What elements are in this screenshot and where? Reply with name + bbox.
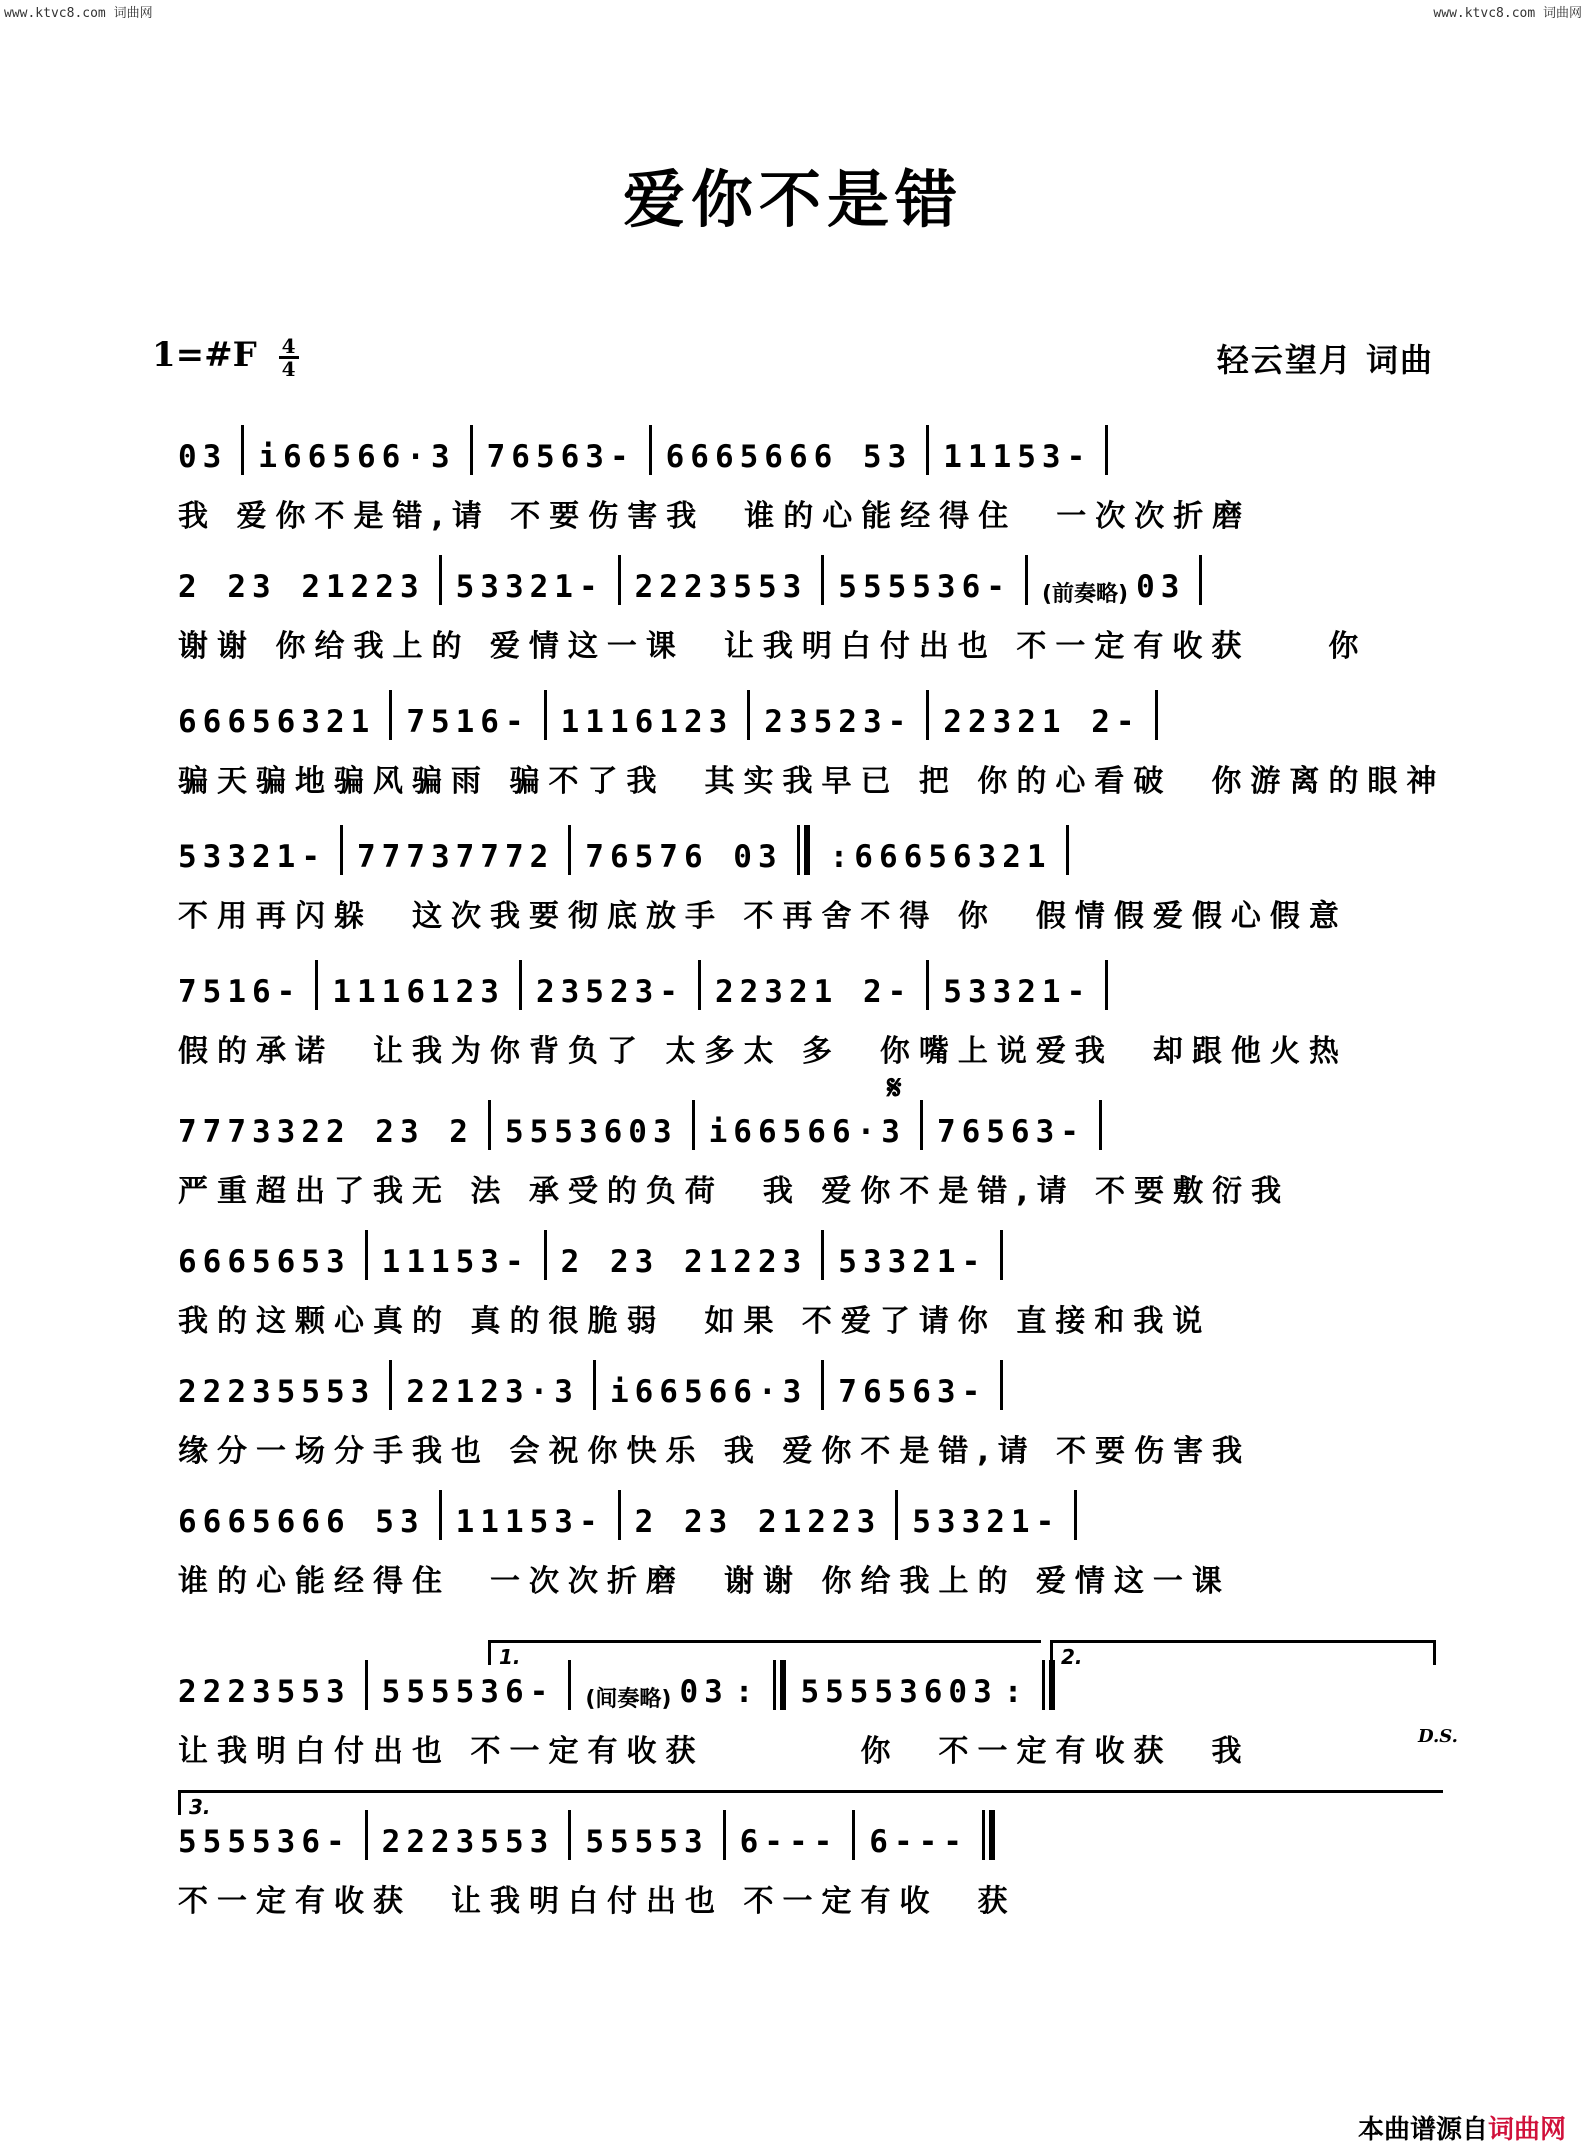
- measure: 76563-: [486, 439, 635, 475]
- barline: [241, 425, 244, 475]
- barline: [926, 960, 929, 1010]
- barline: [1066, 825, 1069, 875]
- measure: 66656321: [178, 704, 376, 740]
- barline: [1074, 1490, 1077, 1540]
- repeat-end-barline: [1042, 1660, 1055, 1710]
- barline: [389, 1360, 392, 1410]
- measure: 555536-: [838, 569, 1011, 605]
- barline: [1025, 555, 1028, 605]
- lyric-line: 让我明白付出也 不一定有收获 你 不一定有收获 我: [178, 1734, 1251, 1769]
- barline: [439, 1490, 442, 1540]
- notation-line: [178, 1490, 1440, 1552]
- measure: 55553603: [800, 1674, 998, 1710]
- measure: 53321-: [455, 569, 604, 605]
- measure: 53321-: [912, 1504, 1061, 1540]
- measure: 76576 03: [585, 839, 783, 875]
- notation-line: [178, 1100, 1440, 1162]
- measure: 53321-: [178, 839, 326, 875]
- notation-line: [178, 1360, 1440, 1422]
- barline: [519, 960, 522, 1010]
- measure: 1116123: [332, 974, 505, 1010]
- measure: 53321-: [943, 974, 1092, 1010]
- footer-site-link[interactable]: 词曲网: [1487, 2115, 1566, 2145]
- lyric-line: 谁的心能经得住 一次次折磨 谢谢 你给我上的 爱情这一课: [178, 1564, 1231, 1599]
- barline: [1105, 425, 1108, 475]
- measure: 11153-: [943, 439, 1092, 475]
- final-barline: [982, 1810, 995, 1860]
- volta-third-label: 3.: [189, 1795, 211, 1819]
- system-5: [178, 960, 1440, 1070]
- notation-line: [178, 1660, 1440, 1722]
- measure: 03: [679, 1674, 729, 1710]
- barline: [920, 1100, 923, 1150]
- system-11: [178, 1810, 1440, 1920]
- measure: 2 23 21223: [178, 569, 425, 605]
- system-10: [178, 1660, 1440, 1770]
- measure: 2223553: [381, 1824, 555, 1860]
- lyric-line: 假的承诺 让我为你背负了 太多太 多 你嘴上说爱我 却跟他火热: [178, 1034, 1348, 1069]
- barline: [821, 555, 824, 605]
- measure: 11153-: [455, 1504, 604, 1540]
- watermark-left: www.ktvc8.com 词曲网: [4, 6, 153, 21]
- measure: 77737772: [356, 839, 555, 875]
- barline: [649, 425, 652, 475]
- system-4: [178, 825, 1440, 935]
- song-title: 爱你不是错: [622, 163, 963, 236]
- repeat-end-barline: [773, 1660, 786, 1710]
- measure: 11153-: [381, 1244, 530, 1280]
- barline: [568, 1810, 571, 1860]
- barline: [747, 690, 750, 740]
- barline: [544, 690, 547, 740]
- barline: [692, 1100, 695, 1150]
- measure: 66656321: [854, 839, 1052, 875]
- system-7: [178, 1230, 1440, 1340]
- measure: 7516-: [406, 704, 530, 740]
- system-2: [178, 555, 1440, 665]
- lyric-line: 严重超出了我无 法 承受的负荷 我 爱你不是错,请 不要敷衍我: [178, 1174, 1291, 1209]
- notation-line: [178, 555, 1440, 617]
- lyric-line: 我 爱你不是错,请 不要伤害我 谁的心能经得住 一次次折磨: [178, 499, 1252, 534]
- barline: [895, 1490, 898, 1540]
- barline: [1155, 690, 1158, 740]
- notation-line: [178, 960, 1440, 1022]
- barline: [315, 960, 318, 1010]
- intro-omitted-tag: (前奏略): [1041, 582, 1129, 607]
- time-top: 4: [279, 336, 299, 359]
- measure: 1116123: [560, 704, 734, 740]
- barline: [821, 1230, 824, 1280]
- measure: 22321 2-: [714, 974, 913, 1010]
- footer-prefix: 本曲谱源自: [1357, 2115, 1488, 2145]
- barline: [488, 1100, 491, 1150]
- measure: 23523-: [764, 704, 913, 740]
- barline: [698, 960, 701, 1010]
- measure: 55553: [585, 1824, 709, 1860]
- lyric-line: 不一定有收获 让我明白付出也 不一定有收 获: [178, 1884, 1017, 1919]
- segno-sign: 𝄋: [887, 1068, 902, 1108]
- barline: [593, 1360, 596, 1410]
- measure: 2 23 21223: [560, 1244, 808, 1280]
- measure: 22123·3: [406, 1374, 579, 1410]
- key-signature: [152, 335, 299, 379]
- key-label: 1=#F: [152, 335, 257, 375]
- barline: [1199, 555, 1202, 605]
- system-8: [178, 1360, 1440, 1470]
- notation-line: [178, 690, 1440, 752]
- barline: [1000, 1360, 1003, 1410]
- measure: 03: [1136, 569, 1186, 605]
- barline: [821, 1360, 824, 1410]
- notation-line: [178, 825, 1440, 887]
- measure: 6---: [869, 1824, 968, 1860]
- measure: 555536-: [178, 1824, 351, 1860]
- measure: i66566·3: [609, 1374, 808, 1410]
- lyric-line: 缘分一场分手我也 会祝你快乐 我 爱你不是错,请 不要伤害我: [178, 1434, 1252, 1469]
- measure: 7516-: [178, 974, 302, 1010]
- barline: [439, 555, 442, 605]
- notation-line: [178, 1810, 1440, 1872]
- time-signature: [279, 333, 299, 381]
- measure: 7773322 23 2: [178, 1114, 474, 1150]
- barline: [568, 1660, 571, 1710]
- system-1: [178, 425, 1440, 535]
- barline: [340, 825, 343, 875]
- ds-marking: D.S.: [1418, 1726, 1458, 1747]
- system-3: [178, 690, 1446, 800]
- measure: 555536-: [381, 1674, 555, 1710]
- measure: 76563-: [936, 1114, 1085, 1150]
- barline: [389, 690, 392, 740]
- measure: 2223553: [634, 569, 808, 605]
- lyric-line: 不用再闪躲 这次我要彻底放手 不再舍不得 你 假情假爱假心假意: [178, 899, 1348, 934]
- interlude-omitted-tag: (间奏略): [585, 1687, 672, 1712]
- measure: 2223553: [178, 1674, 351, 1710]
- notation-line: [178, 425, 1440, 487]
- measure: 6665653: [178, 1244, 351, 1280]
- barline: [544, 1230, 547, 1280]
- volta-first-label: 1.: [499, 1645, 521, 1669]
- barline: [852, 1810, 855, 1860]
- barline: [568, 825, 571, 875]
- barline: [1000, 1230, 1003, 1280]
- measure: 6---: [739, 1824, 839, 1860]
- repeat-dots: :: [734, 1674, 754, 1710]
- barline: [1099, 1100, 1102, 1150]
- measure: 76563-: [838, 1374, 987, 1410]
- lyric-line: 我的这颗心真的 真的很脆弱 如果 不爱了请你 直接和我说: [178, 1304, 1212, 1339]
- barline: [365, 1810, 368, 1860]
- measure: 22321 2-: [943, 704, 1141, 740]
- lyric-line: 骗天骗地骗风骗雨 骗不了我 其实我早已 把 你的心看破 你游离的眼神: [178, 764, 1446, 799]
- measure: 23523-: [535, 974, 684, 1010]
- repeat-dots: :: [829, 839, 849, 875]
- measure: 5553603: [504, 1114, 678, 1150]
- system-6: [178, 1100, 1440, 1210]
- measure: i66566·3: [258, 439, 456, 475]
- barline: [365, 1660, 368, 1710]
- barline: [470, 425, 473, 475]
- measure: 6665666 53: [665, 439, 913, 475]
- footer-source: [1358, 2109, 1566, 2146]
- credit: 轻云望月 词曲: [1216, 341, 1434, 379]
- barline: [365, 1230, 368, 1280]
- volta-second-label: 2.: [1061, 1645, 1083, 1669]
- watermark-right: www.ktvc8.com 词曲网: [1433, 6, 1582, 21]
- barline: [926, 690, 929, 740]
- barline: [723, 1810, 726, 1860]
- measure: 03: [178, 439, 228, 475]
- system-9: [178, 1490, 1440, 1600]
- measure: 53321-: [838, 1244, 987, 1280]
- measure: 6665666 53: [178, 1504, 425, 1540]
- notation-line: [178, 1230, 1440, 1292]
- repeat-start-barline: [797, 825, 810, 875]
- measure: i66566·3: [708, 1114, 906, 1150]
- measure: 2 23 21223: [634, 1504, 882, 1540]
- lyric-line: 谢谢 你给我上的 爱情这一课 让我明白付出也 不一定有收获 你: [178, 629, 1368, 664]
- barline: [618, 555, 621, 605]
- barline: [1105, 960, 1108, 1010]
- time-bottom: 4: [281, 356, 296, 381]
- repeat-dots: :: [1003, 1674, 1023, 1710]
- measure: 22235553: [178, 1374, 376, 1410]
- barline: [618, 1490, 621, 1540]
- barline: [926, 425, 929, 475]
